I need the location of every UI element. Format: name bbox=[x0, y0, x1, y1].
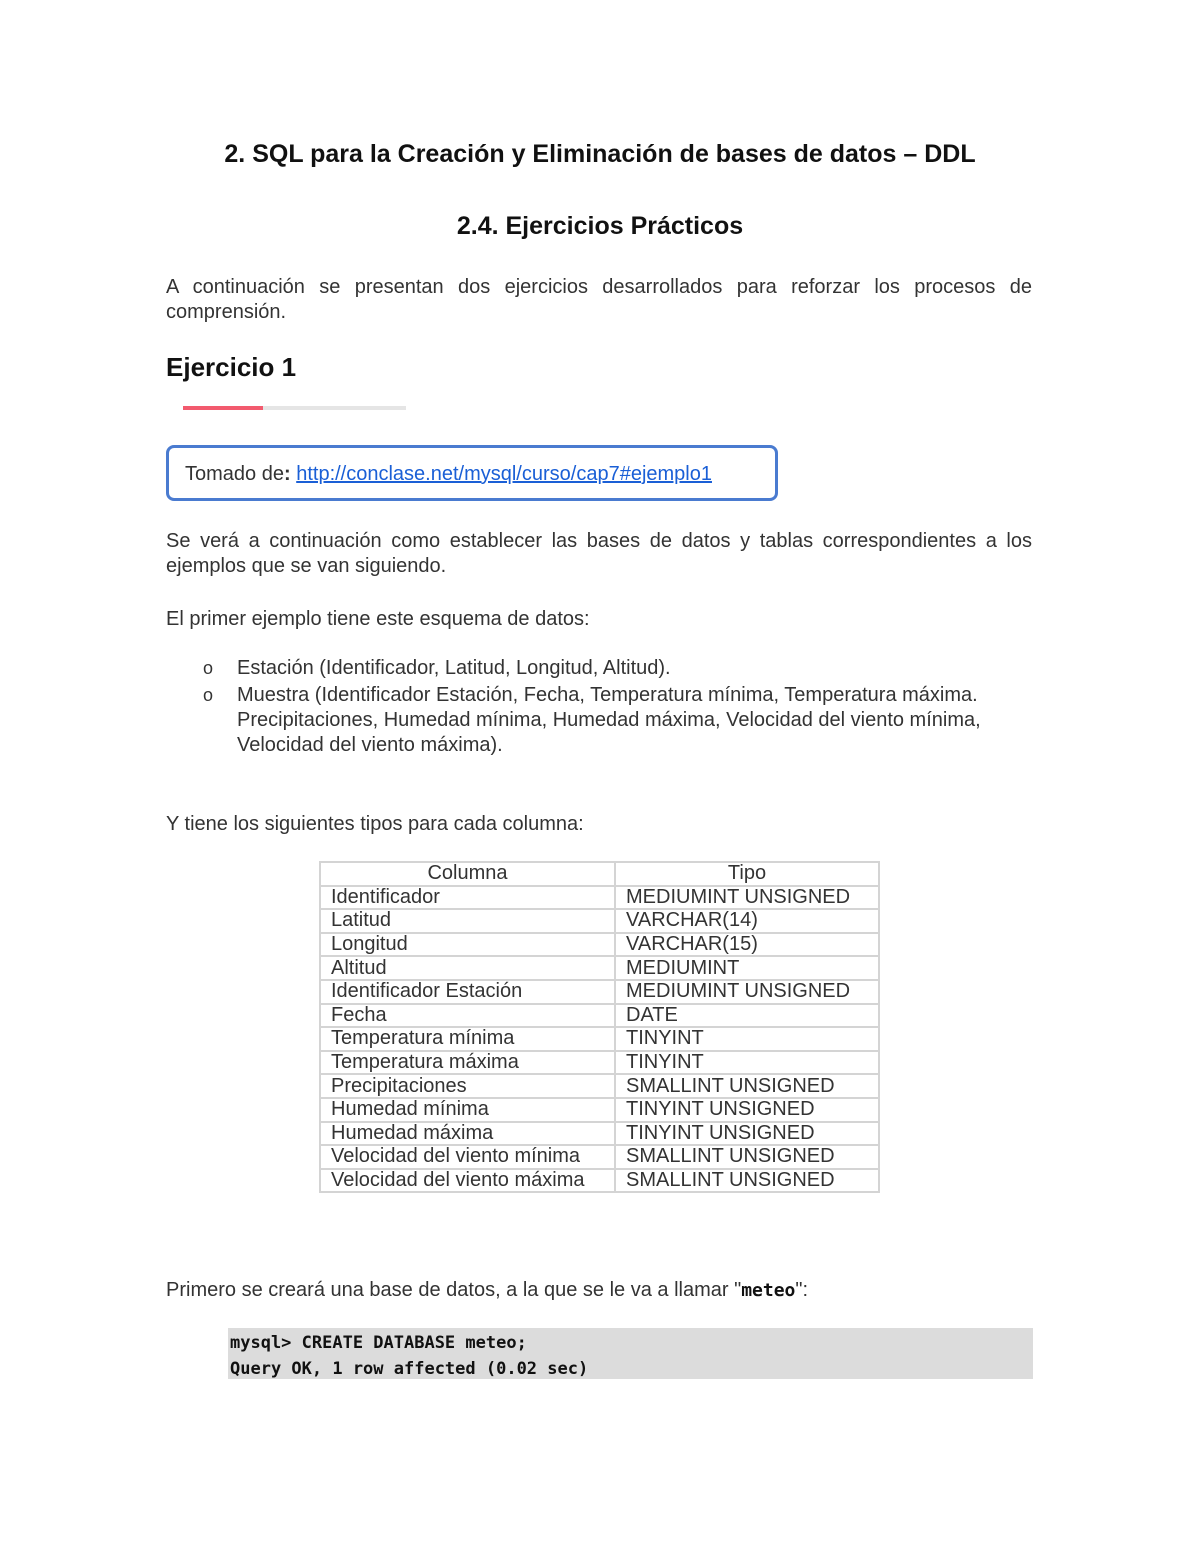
cell-column-name: Latitud bbox=[320, 909, 615, 933]
table-row bbox=[320, 956, 879, 980]
cell-column-name: Velocidad del viento máxima bbox=[320, 1169, 615, 1193]
paragraph-types: Y tiene los siguientes tipos para cada columna: bbox=[166, 813, 584, 835]
cell-column-type: TINYINT bbox=[615, 1027, 879, 1051]
table-row bbox=[320, 1074, 879, 1098]
divider-accent bbox=[183, 406, 263, 410]
code-block bbox=[228, 1328, 1033, 1379]
source-line bbox=[185, 463, 712, 486]
schema-list bbox=[200, 656, 1000, 758]
source-box bbox=[166, 445, 778, 501]
code-line: Query OK, 1 row affected (0.02 sec) bbox=[230, 1359, 589, 1379]
cell-column-type: TINYINT UNSIGNED bbox=[615, 1098, 879, 1122]
cell-column-type: MEDIUMINT UNSIGNED bbox=[615, 886, 879, 910]
cell-column-name: Temperatura mínima bbox=[320, 1027, 615, 1051]
exercise-title: Ejercicio 1 bbox=[166, 352, 297, 382]
cell-column-type: SMALLINT UNSIGNED bbox=[615, 1145, 879, 1169]
cell-column-type: SMALLINT UNSIGNED bbox=[615, 1169, 879, 1193]
db-name: meteo bbox=[741, 1280, 796, 1301]
source-link[interactable]: http://conclase.net/mysql/curso/cap7#ejemplo1 bbox=[296, 463, 712, 485]
cell-column-type: TINYINT bbox=[615, 1051, 879, 1075]
cell-column-name: Longitud bbox=[320, 933, 615, 957]
list-item-text: Estación (Identificador, Latitud, Longitud, Altitud). bbox=[237, 657, 671, 679]
list-item bbox=[200, 683, 1000, 758]
table-row bbox=[320, 1098, 879, 1122]
source-label: Tomado de bbox=[185, 463, 284, 485]
column-types-table bbox=[319, 861, 880, 1193]
table-header-row bbox=[320, 862, 879, 886]
cell-column-name: Altitud bbox=[320, 956, 615, 980]
cell-column-name: Velocidad del viento mínima bbox=[320, 1145, 615, 1169]
cell-column-name: Humedad mínima bbox=[320, 1098, 615, 1122]
section-subtitle: 2.4. Ejercicios Prácticos bbox=[456, 212, 744, 240]
cell-column-name: Temperatura máxima bbox=[320, 1051, 615, 1075]
cell-column-type: SMALLINT UNSIGNED bbox=[615, 1074, 879, 1098]
source-colon: : bbox=[283, 463, 291, 485]
table-row bbox=[320, 886, 879, 910]
cell-column-type: VARCHAR(15) bbox=[615, 933, 879, 957]
intro-paragraph: A continuación se presentan dos ejercicios desarrollados para reforzar los procesos de comprensión. bbox=[166, 276, 1032, 323]
table-row bbox=[320, 1027, 879, 1051]
cell-column-name: Precipitaciones bbox=[320, 1074, 615, 1098]
cell-column-name: Identificador bbox=[320, 886, 615, 910]
table-row bbox=[320, 980, 879, 1004]
table-row bbox=[320, 1145, 879, 1169]
table-row bbox=[320, 1004, 879, 1028]
cell-column-type: TINYINT UNSIGNED bbox=[615, 1122, 879, 1146]
create-db-text: Primero se creará una base de datos, a la que se le va a llamar " bbox=[166, 1279, 742, 1301]
table-row bbox=[320, 1169, 879, 1193]
cell-column-type: VARCHAR(14) bbox=[615, 909, 879, 933]
table-row bbox=[320, 909, 879, 933]
bullet-icon: o bbox=[203, 685, 214, 705]
bullet-icon: o bbox=[203, 658, 214, 678]
cell-column-name: Humedad máxima bbox=[320, 1122, 615, 1146]
cell-column-name: Fecha bbox=[320, 1004, 615, 1028]
header-column: Columna bbox=[320, 862, 615, 886]
paragraph-schema: El primer ejemplo tiene este esquema de datos: bbox=[166, 608, 590, 630]
cell-column-type: MEDIUMINT bbox=[615, 956, 879, 980]
table-row bbox=[320, 1051, 879, 1075]
page-title: 2. SQL para la Creación y Eliminación de bases de datos – DDL bbox=[224, 140, 976, 168]
table-row bbox=[320, 933, 879, 957]
cell-column-type: DATE bbox=[615, 1004, 879, 1028]
header-type: Tipo bbox=[615, 862, 879, 886]
cell-column-type: MEDIUMINT UNSIGNED bbox=[615, 980, 879, 1004]
list-item-text-continued: Precipitaciones, Humedad mínima, Humedad máxima, Velocidad del viento mínima, Velocidad del viento máxima). bbox=[237, 709, 981, 756]
paragraph-create-db bbox=[166, 1278, 1032, 1303]
list-item bbox=[200, 656, 1000, 681]
code-line: mysql> CREATE DATABASE meteo; bbox=[230, 1333, 527, 1353]
list-item-text: Muestra (Identificador Estación, Fecha, Temperatura mínima, Temperatura máxima. bbox=[237, 684, 978, 706]
cell-column-name: Identificador Estación bbox=[320, 980, 615, 1004]
paragraph-setup: Se verá a continuación como establecer las bases de datos y tablas correspondientes a los ejemplos que se van siguiendo. bbox=[166, 530, 1032, 577]
table-row bbox=[320, 1122, 879, 1146]
create-db-suffix: ": bbox=[795, 1279, 809, 1301]
